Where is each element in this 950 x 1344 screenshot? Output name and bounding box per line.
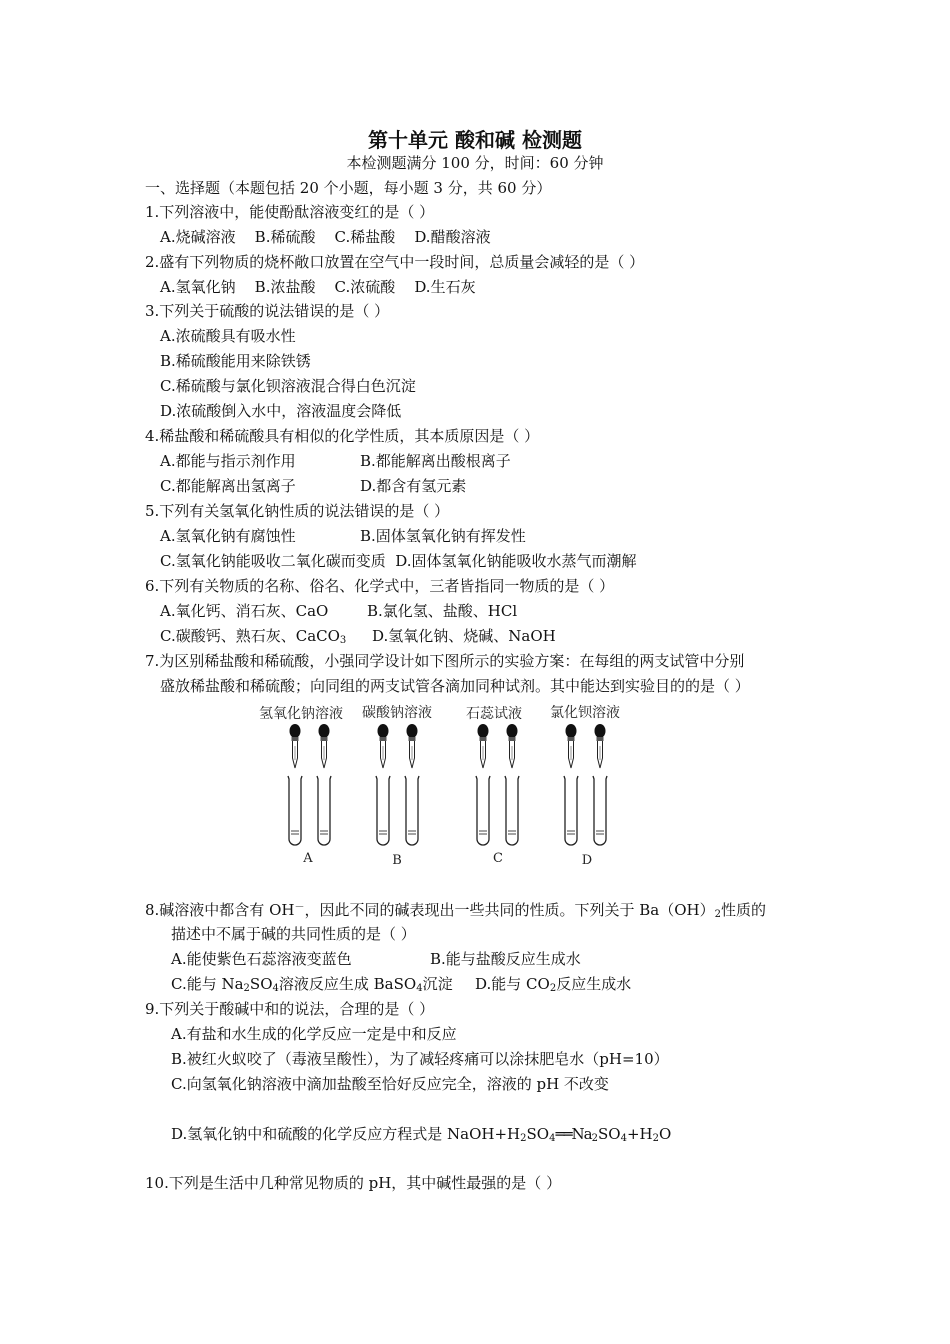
question-5-stem: 5.下列有关氢氧化钠性质的说法错误的是（ ） xyxy=(145,502,450,520)
group-label-a: A xyxy=(303,851,313,866)
q9-d-s4: 4 xyxy=(620,1133,627,1144)
test-tube xyxy=(376,776,390,845)
test-tube xyxy=(593,776,607,845)
page-subtitle: 本检测题满分 100 分，时间：60 分钟 xyxy=(346,154,604,172)
reagent-label-a: 氢氧化钠溶液 xyxy=(259,706,343,722)
reagent-label-c: 石蕊试液 xyxy=(466,706,522,722)
test-tube xyxy=(405,776,419,845)
tube-group xyxy=(288,724,607,845)
question-3-option-c: C.稀硫酸与氯化钡溶液混合得白色沉淀 xyxy=(160,377,416,395)
reagent-label-b: 碳酸钠溶液 xyxy=(362,705,432,721)
question-2-options: A.氢氧化钠 B.浓盐酸 C.浓硫酸 D.生石灰 xyxy=(160,278,476,296)
q9-d-p5: +H xyxy=(626,1125,653,1143)
dropper-bulb xyxy=(319,724,330,738)
question-3-option-a: A.浓硫酸具有吸水性 xyxy=(160,327,296,345)
q8-c-p1: C.能与 Na xyxy=(171,975,244,993)
question-3-option-b: B.稀硫酸能用来除铁锈 xyxy=(160,352,311,370)
question-3-stem: 3.下列关于硫酸的说法错误的是（ ） xyxy=(145,302,390,320)
question-9-option-b: B.被红火蚁咬了（毒液呈酸性），为了减轻疼痛可以涂抹肥皂水（pH=10） xyxy=(171,1050,669,1068)
question-8-option-b: B.能与盐酸反应生成水 xyxy=(430,950,581,968)
dropper-bulb xyxy=(507,724,518,738)
dropper-bulb xyxy=(478,724,489,738)
question-2-stem: 2.盛有下列物质的烧杯敞口放置在空气中一段时间，总质量会减轻的是（ ） xyxy=(145,253,645,271)
question-3-option-d: D.浓硫酸倒入水中，溶液温度会降低 xyxy=(160,402,402,420)
q8-stem-sub: 2 xyxy=(714,909,721,920)
test-tube xyxy=(317,776,331,845)
dropper-collar xyxy=(409,737,416,741)
test-tube-figure xyxy=(250,700,650,875)
question-4-stem: 4.稀盐酸和稀硫酸具有相似的化学性质，其本质原因是（ ） xyxy=(145,427,540,445)
q8-c-p4: 沉淀 xyxy=(422,975,453,993)
dropper-collar xyxy=(380,737,387,741)
dropper-collar xyxy=(480,737,487,741)
dropper-collar xyxy=(292,737,299,741)
test-tube xyxy=(288,776,302,845)
q9-d-s5: 2 xyxy=(652,1133,659,1144)
q6-c-sub: 3 xyxy=(339,635,347,646)
question-9-option-c: C.向氢氧化钠溶液中滴加盐酸至恰好反应完全，溶液的 pH 不改变 xyxy=(171,1075,609,1093)
q8-c-s2: 4 xyxy=(272,983,279,994)
question-8-option-a: A.能使紫色石蕊溶液变蓝色 xyxy=(171,950,352,968)
question-6-option-b: B.氯化氢、盐酸、HCl xyxy=(367,602,518,620)
group-label-b: B xyxy=(392,853,402,868)
q9-d-s2: 4 xyxy=(549,1133,556,1144)
q8-stem-sup: － xyxy=(294,902,305,913)
q8-stem-p3: 性质的 xyxy=(720,901,766,919)
q8-c-p3: 溶液反应生成 BaSO xyxy=(278,975,417,993)
dropper-collar xyxy=(568,737,575,741)
question-8-option-d xyxy=(475,974,631,994)
question-5-option-b: B.固体氢氧化钠有挥发性 xyxy=(360,527,526,545)
q8-d-p1: D.能与 CO xyxy=(475,975,550,993)
question-8-stem-line2: 描述中不属于碱的共同性质的是（ ） xyxy=(171,925,416,943)
page-title: 第十单元 酸和碱 检测题 xyxy=(368,128,582,152)
reagent-label-d: 氯化钡溶液 xyxy=(550,705,620,721)
dropper-collar xyxy=(597,737,604,741)
dropper-bulb xyxy=(290,724,301,738)
q9-d-p1: D.氢氧化钠中和硫酸的化学反应方程式是 NaOH+H xyxy=(171,1125,521,1143)
dropper-bulb xyxy=(566,724,577,738)
question-7-stem-line2: 盛放稀盐酸和稀硫酸；向同组的两支试管各滴加同种试剂。其中能达到实验目的的是（ ） xyxy=(160,677,750,695)
q8-stem-p1: 8.碱溶液中都含有 OH xyxy=(145,901,295,919)
group-label-c: C xyxy=(493,851,503,866)
test-tube xyxy=(505,776,519,845)
question-10-stem: 10.下列是生活中几种常见物质的 pH，其中碱性最强的是（ ） xyxy=(145,1174,562,1192)
question-4-option-d: D.都含有氢元素 xyxy=(360,477,467,495)
section-heading: 一、选择题（本题包括 20 个小题，每小题 3 分，共 60 分） xyxy=(145,179,552,197)
q8-d-p2: 反应生成水 xyxy=(556,975,632,993)
dropper-bulb xyxy=(378,724,389,738)
dropper-collar xyxy=(321,737,328,741)
q8-c-s1: 2 xyxy=(243,983,250,994)
question-4-option-a: A.都能与指示剂作用 xyxy=(160,452,296,470)
q8-c-s3: 4 xyxy=(416,983,423,994)
question-6-option-d: D.氢氧化钠、烧碱、NaOH xyxy=(372,627,556,645)
q9-d-p2: SO xyxy=(526,1125,550,1143)
question-8-option-c xyxy=(171,974,453,994)
question-6-stem: 6.下列有关物质的名称、俗名、化学式中，三者皆指同一物质的是（ ） xyxy=(145,577,615,595)
question-7-stem-line1: 7.为区别稀盐酸和稀硫酸，小强同学设计如下图所示的实验方案：在每组的两支试管中分别 xyxy=(145,652,745,670)
q9-d-p6: O xyxy=(658,1125,672,1143)
question-5-option-a: A.氢氧化钠有腐蚀性 xyxy=(160,527,296,545)
question-1-options: A.烧碱溶液 B.稀硫酸 C.稀盐酸 D.醋酸溶液 xyxy=(160,228,491,246)
q8-c-p2: SO xyxy=(249,975,273,993)
question-8-stem-line1 xyxy=(145,900,766,920)
test-tube xyxy=(564,776,578,845)
test-tube xyxy=(476,776,490,845)
dropper-bulb xyxy=(407,724,418,738)
dropper-bulb xyxy=(595,724,606,738)
dropper-collar xyxy=(509,737,516,741)
question-9-option-a: A.有盐和水生成的化学反应一定是中和反应 xyxy=(171,1025,457,1043)
q8-stem-p2: ，因此不同的碱表现出一些共同的性质。下列关于 Ba（OH） xyxy=(304,901,715,919)
q9-d-p4: SO xyxy=(597,1125,621,1143)
q8-d-s1: 2 xyxy=(549,983,557,994)
q9-d-p3: ══Na xyxy=(555,1125,592,1143)
q6-c-text: C.碳酸钙、熟石灰、CaCO xyxy=(160,627,340,645)
question-4-option-b: B.都能解离出酸根离子 xyxy=(360,452,511,470)
question-4-option-c: C.都能解离出氢离子 xyxy=(160,477,296,495)
question-9-stem: 9.下列关于酸碱中和的说法，合理的是（ ） xyxy=(145,1000,435,1018)
question-1-stem: 1.下列溶液中，能使酚酞溶液变红的是（ ） xyxy=(145,203,435,221)
question-9-option-d xyxy=(171,1124,671,1144)
question-6-option-a: A.氧化钙、消石灰、CaO xyxy=(160,602,329,620)
question-6-option-c xyxy=(160,626,346,646)
group-label-d: D xyxy=(581,853,593,868)
q9-d-s3: 2 xyxy=(591,1133,598,1144)
question-5-option-cd: C.氢氧化钠能吸收二氧化碳而变质 D.固体氢氧化钠能吸收水蒸气而潮解 xyxy=(160,552,637,570)
q9-d-s1: 2 xyxy=(520,1133,527,1144)
